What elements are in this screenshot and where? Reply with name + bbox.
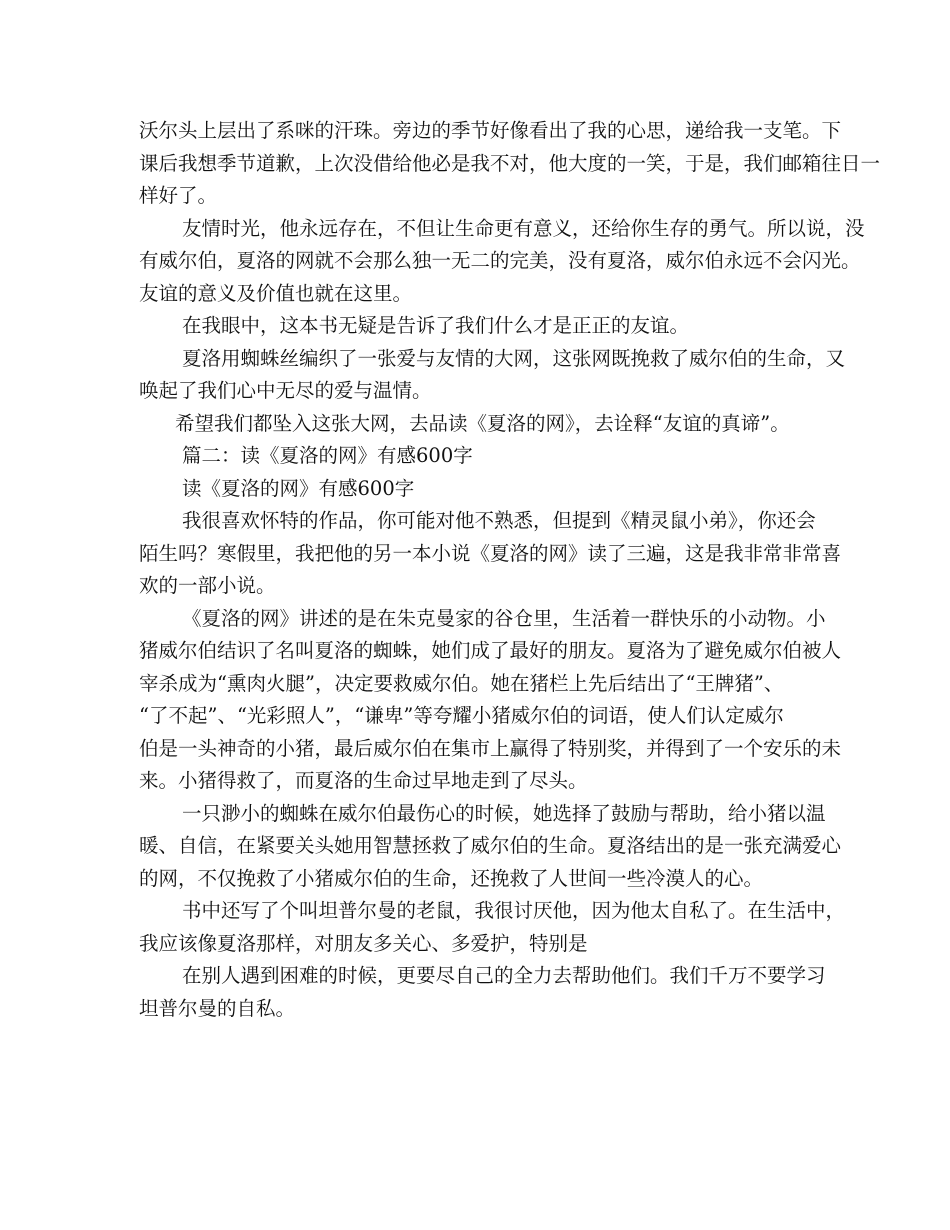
document-body	[139, 115, 881, 1025]
text-line: 沃尔头上层出了系咪的汗珠。旁边的季节好像看出了我的心思，递给我一支笔。下	[139, 119, 842, 142]
text-line: 的网，不仅挽救了小猪威尔伯的生命，还挽救了人世间一些冷漠人的心。	[139, 866, 764, 890]
paragraph-start-line: 我很喜欢怀特的作品，你可能对他不熟悉，但提到《精灵鼠小弟》，你还会	[182, 509, 816, 532]
paragraph-start-line: 在我眼中，这本书无疑是告诉了我们什么才是正正的友谊。	[182, 314, 690, 337]
article-title: 读《夏洛的网》有感600字	[182, 476, 415, 500]
text-line: 坦普尔曼的自私。	[139, 996, 296, 1020]
text-line: 猪威尔伯结识了名叫夏洛的蜘蛛，她们成了最好的朋友。夏洛为了避免威尔伯被人	[139, 639, 842, 662]
text-line: 我应该像夏洛那样，对朋友多关心、多爱护，特别是	[139, 931, 588, 955]
text-line: 样好了。	[139, 184, 218, 207]
paragraph-start-line: 希望我们都坠入这张大网，去品读《夏洛的网》，去诠释“友谊的真谛”。	[175, 411, 790, 435]
paragraph-start-line: 一只渺小的蜘蛛在威尔伯最伤心的时候，她选择了鼓励与帮助，给小猪以温	[182, 801, 826, 825]
paragraph-start-line: 在别人遇到困难的时候，更要尽自己的全力去帮助他们。我们千万不要学习	[182, 964, 826, 987]
paragraph-start-line: 书中还写了个叫坦普尔曼的老鼠，我很讨厌他，因为他太自私了。在生活中，	[182, 899, 846, 922]
text-line: 有威尔伯，夏洛的网就不会那么独一无二的完美，没有夏洛，威尔伯永远不会闪光。	[139, 249, 861, 272]
text-line: “了不起”、“光彩照人”，“谦卑”等夸耀小猪威尔伯的词语，使人们认定威尔	[139, 704, 784, 727]
text-line: 陌生吗？寒假里，我把他的另一本小说《夏洛的网》读了三遍，这是我非常非常喜	[139, 541, 842, 565]
section-heading: 篇二：读《夏洛的网》有感600字	[182, 444, 473, 467]
text-line: 唤起了我们心中无尽的爱与温情。	[139, 379, 432, 402]
paragraph-start-line: 夏洛用蜘蛛丝编织了一张爱与友情的大网，这张网既挽救了威尔伯的生命，又	[182, 346, 846, 370]
text-line: 暖、自信，在紧要关头她用智慧拯救了威尔伯的生命。夏洛结出的是一张充满爱心	[139, 834, 842, 857]
paragraph-start-line: 《夏洛的网》讲述的是在朱克曼家的谷仓里，生活着一群快乐的小动物。小	[182, 606, 826, 630]
text-line: 欢的一部小说。	[139, 574, 276, 597]
text-line: 来。小猪得救了，而夏洛的生命过早地走到了尽头。	[139, 769, 588, 792]
text-line: 课后我想季节道歉，上次没借给他必是我不对，他大度的一笑，于是，我们邮箱往日一	[139, 151, 881, 175]
text-line: 伯是一头神奇的小猪，最后威尔伯在集市上赢得了特别奖，并得到了一个安乐的未	[139, 736, 842, 760]
text-line: 友谊的意义及价值也就在这里。	[139, 281, 413, 305]
text-line: 宰杀成为“熏肉火腿”，决定要救威尔伯。她在猪栏上先后结出了“王牌猪”、	[139, 671, 784, 695]
paragraph-start-line: 友情时光，他永远存在，不但让生命更有意义，还给你生存的勇气。所以说，没	[182, 216, 865, 240]
